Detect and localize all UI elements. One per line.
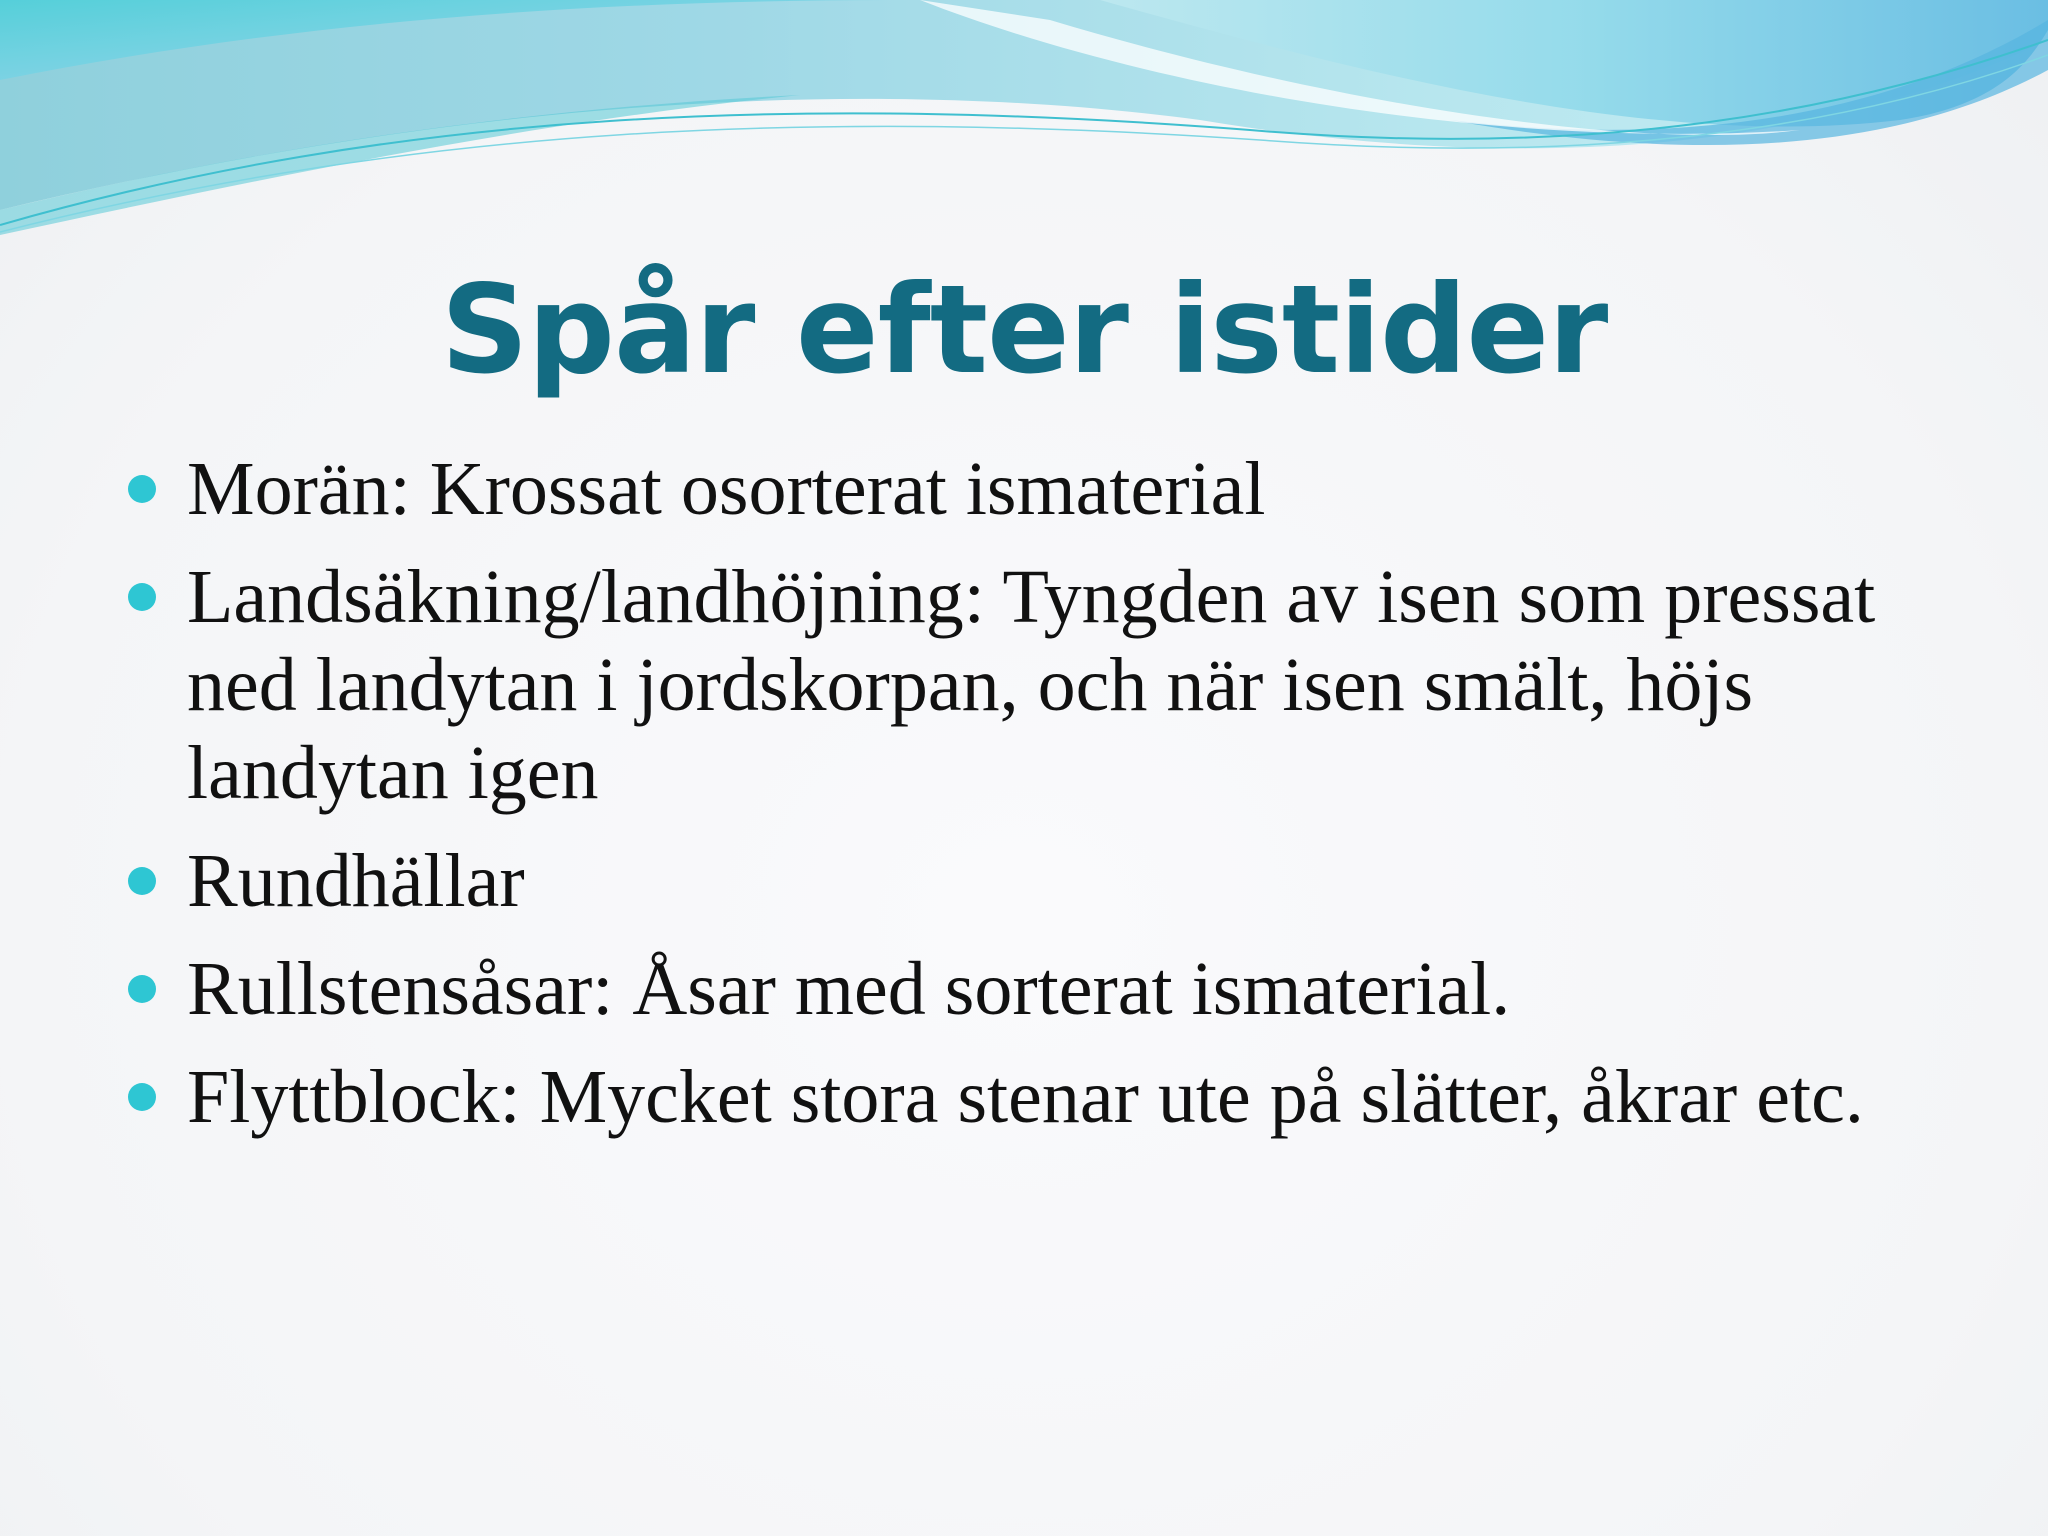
bullet-list: [128, 445, 1958, 1161]
bullet-dot-icon: [128, 1083, 156, 1111]
bullet-item: [128, 837, 1958, 925]
bullet-item: [128, 445, 1958, 533]
bullet-item: [128, 1053, 1958, 1141]
bullet-dot-icon: [128, 583, 156, 611]
header-wave-decoration: [0, 0, 2048, 260]
bullet-text: Flyttblock: Mycket stora stenar ute på slätter, åkrar etc.: [187, 1055, 1864, 1139]
bullet-dot-icon: [128, 867, 156, 895]
bullet-dot-icon: [128, 975, 156, 1003]
bullet-text: Morän: Krossat osorterat ismaterial: [187, 447, 1266, 531]
bullet-item: [128, 945, 1958, 1033]
bullet-text: Landsäkning/landhöjning: Tyngden av isen som pressat ned landytan i jordskorpan, och när isen smält, höjs landytan igen: [187, 555, 1876, 815]
bullet-text: Rullstensåsar: Åsar med sorterat ismaterial.: [187, 947, 1511, 1031]
slide-title: Spår efter istider: [440, 259, 1608, 401]
bullet-item: [128, 553, 1958, 817]
bullet-text: Rundhällar: [187, 839, 525, 923]
bullet-dot-icon: [128, 475, 156, 503]
